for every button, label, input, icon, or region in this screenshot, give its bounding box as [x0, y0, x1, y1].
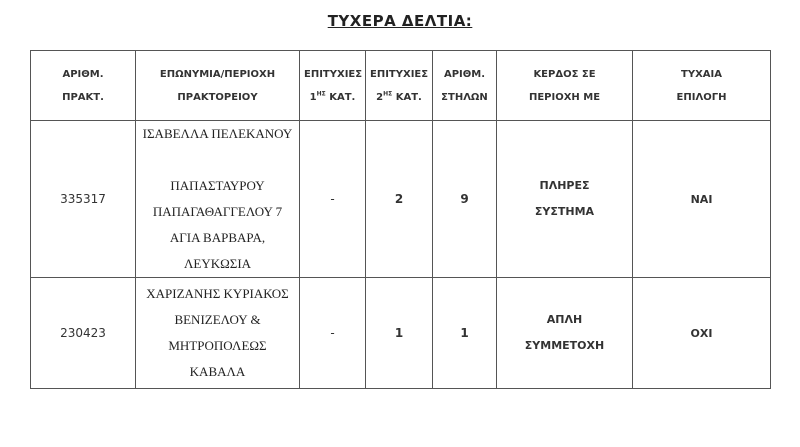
header-agency-no: ΑΡΙΘΜ. ΠΡΑΚΤ. — [31, 51, 136, 121]
columns-count-cell: 9 — [433, 121, 497, 278]
wins-cat2-cell: 2 — [366, 121, 433, 278]
agency-name-cell: ΙΣΑΒΕΛΛΑ ΠΕΛΕΚΑΝΟΥ ΠΑΠΑΣΤΑΥΡΟΥ ΠΑΠΑΓΑΘΑΓΓΕΛΟΥ 7 ΑΓΙΑ ΒΑΡΒΑΡΑ, ΛΕΥΚΩΣΙΑ — [136, 121, 300, 278]
header-wins-cat1: ΕΠΙΤΥΧΙΕΣ $1^{H\Sigma}$ ΚΑΤ. — [300, 51, 366, 121]
table-row — [31, 278, 771, 389]
random-pick-cell: ΝΑΙ — [633, 121, 771, 278]
agency-no-cell: 230423 — [31, 278, 136, 389]
page-title: ΤΥΧΕΡΑ ΔΕΛΤΙΑ: — [327, 12, 473, 30]
random-pick-cell: ΟΧΙ — [633, 278, 771, 389]
header-wins-cat2: ΕΠΙΤΥΧΙΕΣ $2^{H\Sigma}$ ΚΑΤ. — [366, 51, 433, 121]
winning-type-cell: ΠΛΗΡΕΣ ΣΥΣΤΗΜΑ — [497, 121, 633, 278]
header-winning-type: ΚΕΡΔΟΣ ΣΕ ΠΕΡΙΟΧΗ ΜΕ — [497, 51, 633, 121]
header-random-pick: ΤΥΧΑΙΑ ΕΠΙΛΟΓΗ — [633, 51, 771, 121]
wins-cat1-cell: - — [300, 278, 366, 389]
agency-no-cell: 335317 — [31, 121, 136, 278]
header-agency-name: ΕΠΩΝΥΜΙΑ/ΠΕΡΙΟΧΗ ΠΡΑΚΤΟΡΕΙΟΥ — [136, 51, 300, 121]
table-row — [31, 121, 771, 278]
header-columns-count: ΑΡΙΘΜ. ΣΤΗΛΩΝ — [433, 51, 497, 121]
lucky-tickets-table — [30, 50, 771, 389]
winning-type-cell: ΑΠΛΗ ΣΥΜΜΕΤΟΧΗ — [497, 278, 633, 389]
header-row — [31, 51, 771, 121]
columns-count-cell: 1 — [433, 278, 497, 389]
wins-cat2-cell: 1 — [366, 278, 433, 389]
wins-cat1-cell: - — [300, 121, 366, 278]
agency-name-cell: ΧΑΡΙΖΑΝΗΣ ΚΥΡΙΑΚΟΣ ΒΕΝΙΖΕΛΟΥ & ΜΗΤΡΟΠΟΛΕΩΣ ΚΑΒΑΛΑ — [136, 278, 300, 389]
